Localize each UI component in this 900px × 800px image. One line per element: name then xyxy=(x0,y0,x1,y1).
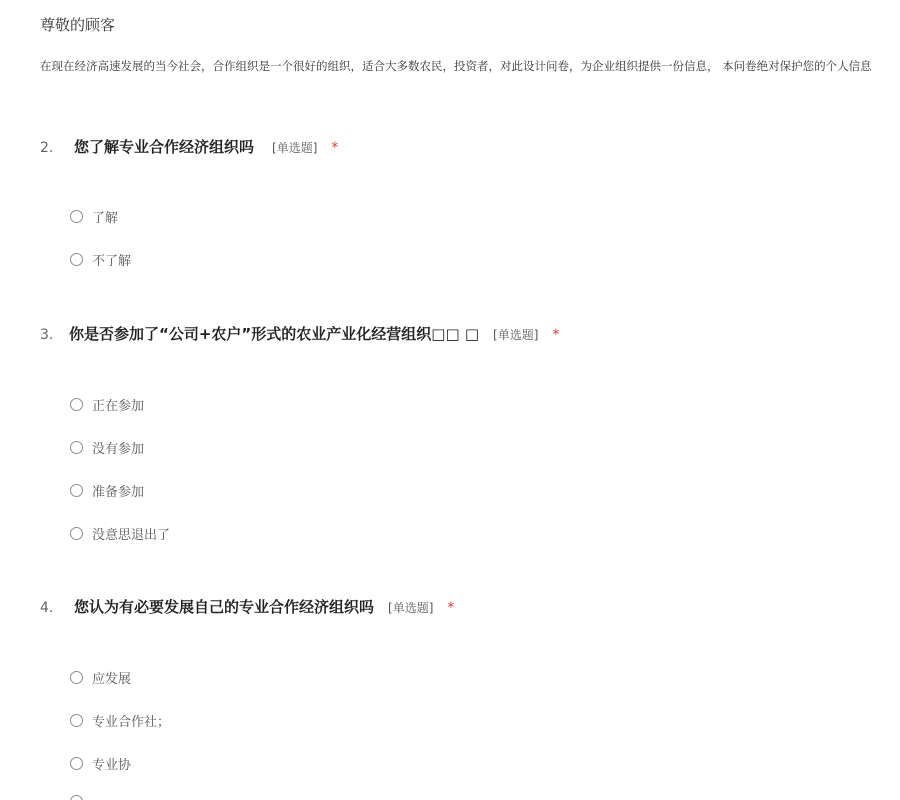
radio-button[interactable] xyxy=(70,398,83,411)
option-label: 专业合作社； xyxy=(92,715,171,730)
option-label: 没意思退出了 xyxy=(92,528,171,543)
radio-button[interactable] xyxy=(70,253,83,266)
option-label: 应发展 xyxy=(92,672,132,687)
question-number: 3. xyxy=(40,327,54,343)
radio-button[interactable] xyxy=(70,210,83,223)
question-type-badge: [单选题] xyxy=(272,141,318,155)
required-marker: * xyxy=(447,600,455,616)
question-number: 2. xyxy=(40,140,54,156)
option-label: 了解 xyxy=(92,211,119,226)
radio-button[interactable] xyxy=(70,527,83,540)
radio-button[interactable] xyxy=(70,795,83,800)
survey-intro: 在现在经济高速发展的当今社会，合作组织是一个很好的组织，适合大多数农民，投资者，对此设计问卷，为企业组织提供一份信息， 本问卷绝对保护您的个人信息 xyxy=(40,59,872,73)
question-text: 你是否参加了“公司+农户”形式的农业产业化经营组织□□ □ xyxy=(69,325,480,343)
option-label: 没有参加 xyxy=(92,442,145,457)
option-q3-4[interactable] xyxy=(70,524,170,543)
option-label: 专业协 xyxy=(92,758,132,773)
option-q3-2[interactable] xyxy=(70,438,144,457)
question-title-4 xyxy=(40,596,454,617)
question-text: 您了解专业合作经济组织吗 xyxy=(74,138,255,156)
radio-button[interactable] xyxy=(70,757,83,770)
question-number: 4. xyxy=(40,600,54,616)
question-type-badge: [单选题] xyxy=(388,601,434,615)
option-q4-2[interactable] xyxy=(70,711,170,730)
option-label: 准备参加 xyxy=(92,485,145,500)
option-label: 正在参加 xyxy=(92,399,145,414)
question-title-2 xyxy=(40,136,338,157)
option-q3-3[interactable] xyxy=(70,481,144,500)
question-type-badge: [单选题] xyxy=(493,328,539,342)
radio-button[interactable] xyxy=(70,484,83,497)
question-text: 您认为有必要发展自己的专业合作经济组织吗 xyxy=(74,598,375,616)
radio-button[interactable] xyxy=(70,714,83,727)
question-title-3 xyxy=(40,323,559,344)
radio-button[interactable] xyxy=(70,671,83,684)
option-q2-1[interactable] xyxy=(70,207,118,226)
option-q4-1[interactable] xyxy=(70,668,131,687)
option-q3-1[interactable] xyxy=(70,395,144,414)
radio-button[interactable] xyxy=(70,441,83,454)
option-label: 不了解 xyxy=(92,254,132,269)
required-marker: * xyxy=(331,140,339,156)
option-q4-4[interactable] xyxy=(70,795,92,800)
greeting-heading: 尊敬的顾客 xyxy=(40,16,116,34)
option-q2-2[interactable] xyxy=(70,250,131,269)
option-q4-3[interactable] xyxy=(70,754,131,773)
required-marker: * xyxy=(552,327,560,343)
